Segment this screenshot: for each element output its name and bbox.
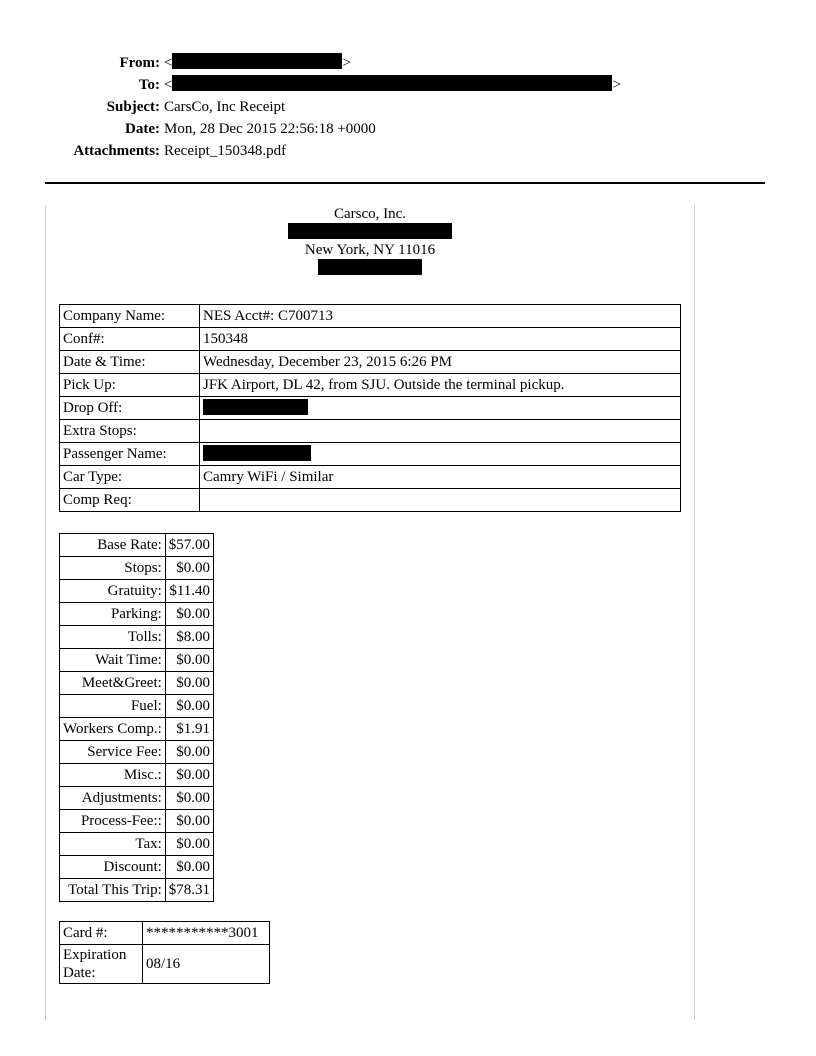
charge-value: $0.00 xyxy=(165,810,213,833)
charge-label: Meet&Greet: xyxy=(60,672,166,695)
redaction-block xyxy=(203,399,308,415)
trip-info-row xyxy=(60,489,681,512)
trip-info-row xyxy=(60,443,681,466)
trip-info-row xyxy=(60,351,681,374)
trip-info-row xyxy=(60,466,681,489)
charge-label: Wait Time: xyxy=(60,649,166,672)
attachments-value[interactable]: Receipt_150348.pdf xyxy=(164,143,287,159)
charge-row xyxy=(60,741,214,764)
date-row xyxy=(0,118,816,140)
charge-label: Parking: xyxy=(60,603,166,626)
header-divider xyxy=(45,182,765,184)
charge-row xyxy=(60,810,214,833)
card-expiration-label: Expiration Date: xyxy=(60,945,143,984)
trip-info-label: Passenger Name: xyxy=(60,443,200,466)
from-label: From: xyxy=(119,55,160,71)
charge-value: $0.00 xyxy=(165,649,213,672)
trip-info-value xyxy=(200,397,681,420)
charge-label: Total This Trip: xyxy=(60,879,166,902)
redaction-block xyxy=(288,223,452,239)
attachments-label: Attachments: xyxy=(73,143,160,159)
charge-label: Tax: xyxy=(60,833,166,856)
trip-info-row xyxy=(60,397,681,420)
to-label: To: xyxy=(138,77,160,93)
redaction-block xyxy=(172,53,342,69)
trip-info-value xyxy=(200,420,681,443)
trip-info-label: Pick Up: xyxy=(60,374,200,397)
charge-row xyxy=(60,580,214,603)
trip-info-value: NES Acct#: C700713 xyxy=(200,305,681,328)
charge-label: Gratuity: xyxy=(60,580,166,603)
charge-value: $0.00 xyxy=(165,695,213,718)
trip-info-value: Camry WiFi / Similar xyxy=(200,466,681,489)
trip-info-label: Extra Stops: xyxy=(60,420,200,443)
charge-label: Workers Comp.: xyxy=(60,718,166,741)
charge-value: $0.00 xyxy=(165,672,213,695)
subject-label: Subject: xyxy=(106,99,160,115)
redaction-block xyxy=(203,445,311,461)
charge-row xyxy=(60,787,214,810)
date-label: Date: xyxy=(125,121,160,137)
trip-info-row xyxy=(60,420,681,443)
charge-row xyxy=(60,672,214,695)
from-row xyxy=(0,52,816,74)
card-number-value: ***********3001 xyxy=(143,922,270,945)
charge-value: $78.31 xyxy=(165,879,213,902)
charge-label: Misc.: xyxy=(60,764,166,787)
charge-value: $0.00 xyxy=(165,764,213,787)
trip-info-value: JFK Airport, DL 42, from SJU. Outside the terminal pickup. xyxy=(200,374,681,397)
body-right-border xyxy=(694,205,695,1020)
company-address-line xyxy=(45,223,695,241)
charge-row xyxy=(60,764,214,787)
trip-info-value xyxy=(200,443,681,466)
redaction-block xyxy=(318,259,422,275)
charge-row xyxy=(60,534,214,557)
total-row xyxy=(60,879,214,902)
trip-info-value xyxy=(200,489,681,512)
charge-label: Tolls: xyxy=(60,626,166,649)
charge-label: Stops: xyxy=(60,557,166,580)
trip-info-label: Comp Req: xyxy=(60,489,200,512)
charge-row xyxy=(60,695,214,718)
charge-value: $1.91 xyxy=(165,718,213,741)
to-row xyxy=(0,74,816,96)
trip-info-value: Wednesday, December 23, 2015 6:26 PM xyxy=(200,351,681,374)
charge-label: Fuel: xyxy=(60,695,166,718)
charge-row xyxy=(60,649,214,672)
email-header xyxy=(0,52,816,162)
company-phone-line xyxy=(45,259,695,277)
card-table xyxy=(59,921,270,984)
charge-value: $57.00 xyxy=(165,534,213,557)
trip-info-row xyxy=(60,374,681,397)
charge-value: $11.40 xyxy=(165,580,213,603)
subject-row xyxy=(0,96,816,118)
to-value: < > xyxy=(164,77,621,93)
charge-label: Service Fee: xyxy=(60,741,166,764)
charge-label: Base Rate: xyxy=(60,534,166,557)
company-name: Carsco, Inc. xyxy=(333,206,407,222)
trip-info-label: Car Type: xyxy=(60,466,200,489)
charge-value: $0.00 xyxy=(165,741,213,764)
charge-value: $0.00 xyxy=(165,557,213,580)
charge-row xyxy=(60,718,214,741)
charge-row xyxy=(60,626,214,649)
charge-row xyxy=(60,557,214,580)
trip-info-label: Date & Time: xyxy=(60,351,200,374)
trip-info-row xyxy=(60,305,681,328)
charge-value: $8.00 xyxy=(165,626,213,649)
company-city-line: New York, NY 11016 xyxy=(304,242,436,258)
card-expiration-value: 08/16 xyxy=(143,945,270,984)
card-number-row xyxy=(60,922,270,945)
charge-label: Discount: xyxy=(60,856,166,879)
charge-value: $0.00 xyxy=(165,787,213,810)
attachments-row xyxy=(0,140,816,162)
charge-value: $0.00 xyxy=(165,856,213,879)
charge-row xyxy=(60,603,214,626)
charge-label: Process-Fee:: xyxy=(60,810,166,833)
charge-value: $0.00 xyxy=(165,603,213,626)
card-number-label: Card #: xyxy=(60,922,143,945)
trip-info-row xyxy=(60,328,681,351)
subject-value: CarsCo, Inc Receipt xyxy=(164,99,286,115)
charge-row xyxy=(60,856,214,879)
trip-info-value: 150348 xyxy=(200,328,681,351)
trip-info-label: Conf#: xyxy=(60,328,200,351)
company-block xyxy=(45,205,695,277)
from-value: < > xyxy=(164,55,351,71)
redaction-block xyxy=(172,75,612,91)
trip-info-label: Drop Off: xyxy=(60,397,200,420)
trip-info-table xyxy=(59,304,681,512)
charge-label: Adjustments: xyxy=(60,787,166,810)
body-left-border xyxy=(45,205,46,1020)
card-expiration-row xyxy=(60,945,270,984)
charge-row xyxy=(60,833,214,856)
charge-value: $0.00 xyxy=(165,833,213,856)
date-value: Mon, 28 Dec 2015 22:56:18 +0000 xyxy=(164,121,376,137)
trip-info-label: Company Name: xyxy=(60,305,200,328)
charges-table xyxy=(59,533,214,902)
